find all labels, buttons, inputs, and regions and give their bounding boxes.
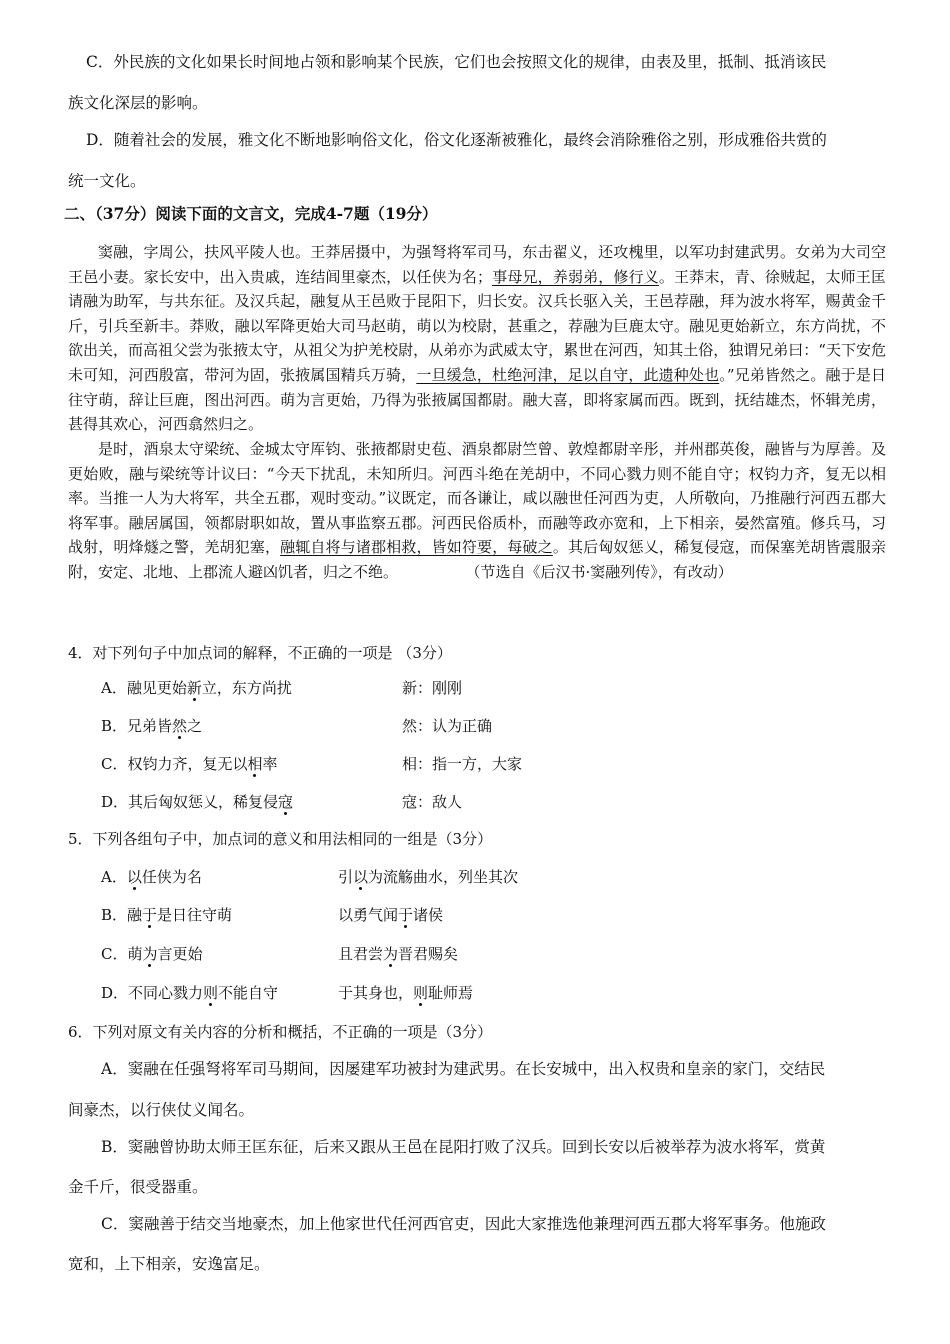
dotted-word: 则 xyxy=(413,984,429,1002)
dotted-word: 以 xyxy=(126,868,142,886)
underlined-sentence: 融辄自将与诸郡相救，皆如符要，每破之 xyxy=(280,538,553,557)
q4-option-d-gloss: 寇：敌人 xyxy=(402,793,463,811)
dotted-word: 于 xyxy=(142,906,158,924)
passage-text: 。”兄弟皆然之。融于是日往守萌，辞让巨鹿，图出河西。萌为言更始，乃得为张掖属国都尉。融大喜，即将家属而西。既到，抚结雄杰，怀辑羌虏，甚得其欢心，河西翕然归之。 xyxy=(68,365,886,434)
q6-option-c-line1: C．窦融善于结交当地豪杰，加上他家世代任河西官吏，因此大家推选他兼理河西五郡大将军事务。他施政 xyxy=(101,1215,826,1233)
dotted-word: 寇 xyxy=(278,793,294,811)
q4-option-c: C．权钧力齐，复无以相率 xyxy=(101,755,278,773)
prev-option-d-line2: 统一文化。 xyxy=(68,172,146,190)
q5-option-a-right: 引以为流觞曲水，列坐其次 xyxy=(338,868,519,886)
q5-option-c-left: C．萌为言更始 xyxy=(101,945,203,963)
prev-option-c-line1: C．外民族的文化如果长时间地占领和影响某个民族，它们也会按照文化的规律，由表及里，抵制、抵消该民 xyxy=(86,53,827,71)
q5-option-b-right: 以勇气闻于诸侯 xyxy=(338,906,444,924)
passage-text: 是时，酒泉太守梁统、金城太守厍钧、张掖都尉史苞、酒泉都尉竺曾、敦煌都尉辛彤，并州郡英俊，融皆与为厚善。及更始败，融与梁统等计议曰：“今天下扰乱，未知所归。河西斗绝在羌胡中，不同心戮力则不能自守；权钧力齐，复无以相率。当推一人为大将军，共全五郡，观时变动。”议既定，而各谦让，咸以融世任河西为吏，人所敬向，乃推融行河西五郡大将军事。融居属国，领都尉职如故，置从事监察五郡。河西民俗质朴，而融等政亦宽和，上下相亲，晏然富殖。修兵马，习战射，明烽燧之警，羌胡犯塞， xyxy=(68,440,886,557)
q4-option-b-gloss: 然：认为正确 xyxy=(402,717,493,735)
question-5-stem: 5．下列各组句子中，加点词的意义和用法相同的一组是（3分） xyxy=(68,830,493,848)
q6-option-b-line1: B．窦融曾协助太师王匡东征，后来又跟从王邑在昆阳打败了汉兵。回到长安以后被举荐为波水将军，赏黄 xyxy=(101,1138,826,1156)
passage-text: 。其后匈奴惩乂，稀复侵寇，而保塞羌胡皆震服亲附，安定、北地、上郡流人避凶饥者，归之不绝。 xyxy=(68,538,886,581)
dotted-word: 为 xyxy=(142,945,158,963)
underlined-sentence: 一旦缓急，杜绝河津，足以自守，此遗种处也 xyxy=(416,365,720,384)
q4-option-c-gloss: 相：指一方，大家 xyxy=(402,755,523,773)
q4-option-b: B．兄弟皆然之 xyxy=(101,717,203,735)
dotted-word: 以 xyxy=(353,868,369,886)
dotted-word: 则 xyxy=(203,984,219,1002)
q4-option-d: D．其后匈奴惩乂，稀复侵寇 xyxy=(101,793,294,811)
passage-source: （节选自《后汉书·窦融列传》，有改动） xyxy=(465,562,733,581)
dotted-word: 为 xyxy=(383,945,399,963)
passage-paragraph-1 xyxy=(68,240,886,437)
dotted-word: 相 xyxy=(247,755,263,773)
dotted-word: 于 xyxy=(398,906,414,924)
q6-option-b-line2: 金千斤，很受器重。 xyxy=(68,1178,208,1196)
section-heading: 二、（37分）阅读下面的文言文，完成4-7题（19分） xyxy=(64,204,438,223)
prev-option-d-line1: D．随着社会的发展，雅文化不断地影响俗文化，俗文化逐渐被雅化，最终会消除雅俗之别，形成雅俗共赏的 xyxy=(86,131,827,149)
passage-text: 。王莽末，青、徐贼起，太师王匡请融为助军，与共东征。及汉兵起，融复从王邑败于昆阳下，归长安。汉兵长驱入关，王邑荐融，拜为波水将军，赐黄金千斤，引兵至新丰。莽败，融以军降更始大司马赵萌，萌以为校尉，甚重之，荐融为巨鹿太守。融见更始新立，东方尚扰，不欲出关，而高祖父尝为张掖太守，从祖父为护羌校尉，从弟亦为武威太守，累世在河西，知其土俗，独谓兄弟曰：“天下安危未可知，河西殷富，带河为固，张掖属国精兵万骑， xyxy=(68,267,886,384)
prev-option-c-line2: 族文化深层的影响。 xyxy=(68,94,208,112)
question-4-stem: 4．对下列句子中加点词的解释，不正确的一项是 （3分） xyxy=(68,644,452,662)
q6-option-a-line1: A．窦融在任强弩将军司马期间，因屡建军功被封为建武男。在长安城中，出入权贵和皇亲的家门，交结民 xyxy=(101,1060,826,1078)
question-6-stem: 6．下列对原文有关内容的分析和概括，不正确的一项是（3分） xyxy=(68,1023,493,1041)
q6-option-c-line2: 宽和，上下相亲，安逸富足。 xyxy=(68,1255,270,1273)
q5-option-b-left: B．融于是日往守萌 xyxy=(101,906,233,924)
q4-option-a-gloss: 新：刚刚 xyxy=(402,679,463,697)
q6-option-a-line2: 间豪杰，以行侠仗义闻名。 xyxy=(68,1101,255,1119)
dotted-word: 然 xyxy=(172,717,188,735)
q5-option-d-left: D．不同心戮力则不能自守 xyxy=(101,984,279,1002)
q5-option-a-left: A．以任侠为名 xyxy=(101,868,202,886)
dotted-word: 新 xyxy=(186,679,202,697)
q5-option-c-right: 且君尝为晋君赐矣 xyxy=(338,945,459,963)
passage-text: 窦融，字周公，扶风平陵人也。王莽居摄中，为强弩将军司马，东击翟义，还攻槐里，以军功封建武男。女弟为大司空王邑小妻。家长安中，出入贵戚，连结闾里豪杰，以任侠为名； xyxy=(68,243,886,286)
underlined-sentence: 事母兄，养弱弟，修行义 xyxy=(492,267,659,286)
q4-option-a: A．融见更始新立，东方尚扰 xyxy=(101,679,292,697)
passage-paragraph-2 xyxy=(68,437,886,585)
q5-option-d-right: 于其身也，则耻师焉 xyxy=(338,984,474,1002)
